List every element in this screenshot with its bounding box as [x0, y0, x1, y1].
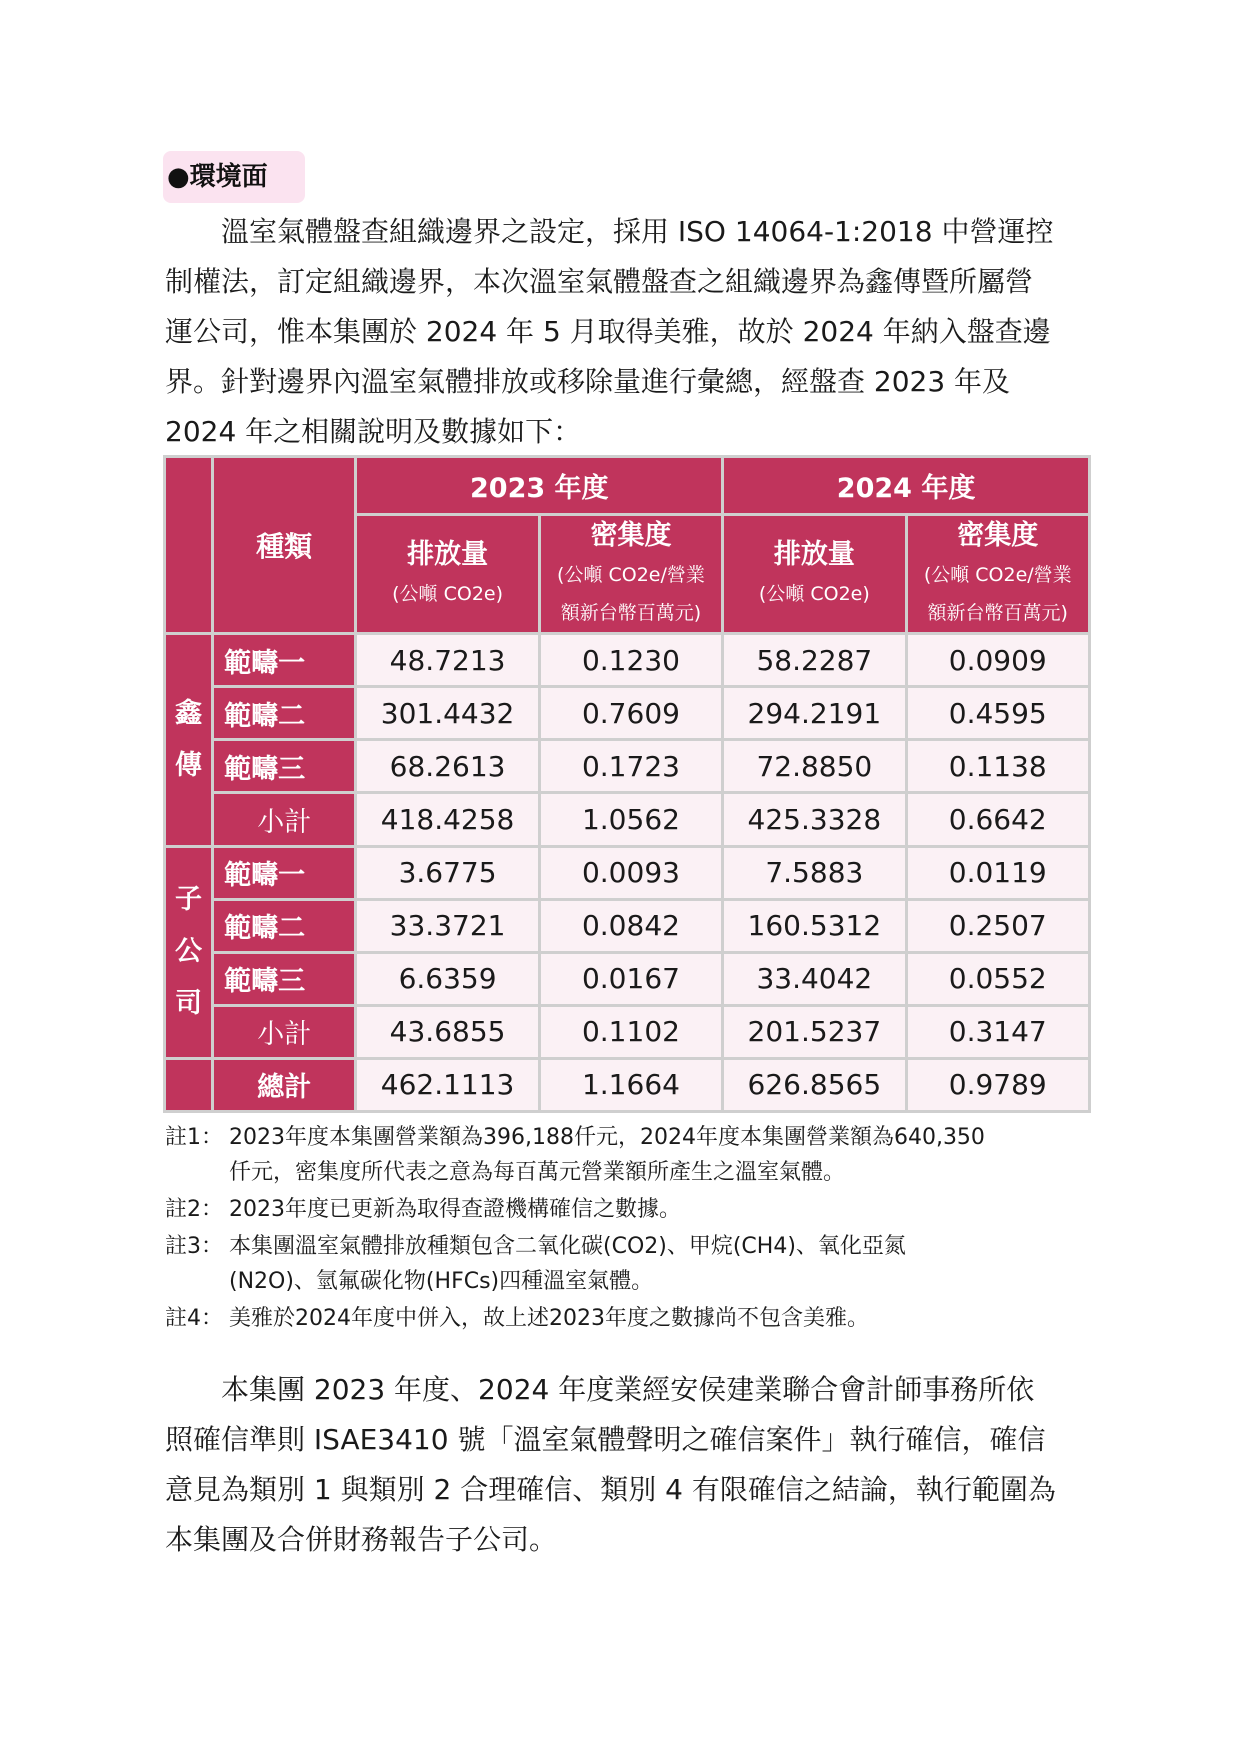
table-cell: 33.4042	[723, 952, 906, 1005]
year-header-2023: 2023 年度	[356, 457, 723, 515]
footnote-text: 2023年度已更新為取得查證機構確信之數據。	[229, 1197, 681, 1222]
closing-line: 本集團 2023 年度、2024 年度業經安侯建業聯合會計師事務所依	[221, 1373, 1035, 1406]
footnote-text: 2023年度本集團營業額為396,188仟元，2024年度本集團營業額為640,350	[229, 1125, 985, 1150]
table-cell: 0.1102	[539, 1005, 722, 1058]
emission-unit: (公噸 CO2e)	[392, 583, 504, 606]
ghg-emissions-table	[163, 455, 1091, 1113]
intensity-label: 密集度	[957, 520, 1039, 552]
table-cell: 48.7213	[356, 634, 539, 687]
table-cell: 1.0562	[539, 793, 722, 846]
emission-unit: (公噸 CO2e)	[758, 583, 870, 606]
table-cell: 0.6642	[906, 793, 1089, 846]
intro-line: 界。針對邊界內溫室氣體排放或移除量進行彙總，經盤查 2023 年及	[165, 365, 1011, 398]
group-name-char: 司	[175, 988, 203, 1020]
closing-line: 意見為類別 1 與類別 2 合理確信、類別 4 有限確信之結論，執行範圍為	[165, 1473, 1056, 1506]
total-label: 總計	[213, 1058, 356, 1111]
footnote-text: 仟元，密集度所代表之意為每百萬元營業額所產生之溫室氣體。	[229, 1160, 846, 1185]
group-label-subsidiaries	[165, 846, 213, 1058]
section-heading: ●環境面	[163, 151, 305, 203]
intensity-unit: 額新台幣百萬元)	[927, 602, 1068, 625]
table-cell: 0.0093	[539, 846, 722, 899]
table-cell: 0.1230	[539, 634, 722, 687]
table-cell: 0.0119	[906, 846, 1089, 899]
table-cell: 0.1138	[906, 740, 1089, 793]
table-cell: 0.1723	[539, 740, 722, 793]
total-corner-cell	[165, 1058, 213, 1111]
footnote	[165, 1301, 1095, 1336]
table-cell: 72.8850	[723, 740, 906, 793]
intro-line: 溫室氣體盤查組織邊界之設定，採用 ISO 14064-1:2018 中營運控	[221, 215, 1054, 248]
group-name-char: 子	[175, 884, 203, 916]
emission-label: 排放量	[407, 539, 489, 571]
closing-line: 照確信準則 ISAE3410 號「溫室氣體聲明之確信案件」執行確信，確信	[165, 1423, 1046, 1456]
table-cell: 425.3328	[723, 793, 906, 846]
subtotal-label: 小計	[213, 1005, 356, 1058]
intensity-label: 密集度	[590, 520, 672, 552]
table-cell: 3.6775	[356, 846, 539, 899]
footnote-text: (N2O)、氫氟碳化物(HFCs)四種溫室氣體。	[229, 1269, 654, 1294]
table-cell: 418.4258	[356, 793, 539, 846]
table-cell: 0.0909	[906, 634, 1089, 687]
table-cell: 0.2507	[906, 899, 1089, 952]
closing-line: 本集團及合併財務報告子公司。	[165, 1523, 558, 1556]
table-cell: 462.1113	[356, 1058, 539, 1111]
row-label: 範疇一	[213, 846, 356, 899]
footnotes	[165, 1120, 1095, 1338]
row-label: 範疇二	[213, 687, 356, 740]
intensity-unit: (公噸 CO2e/營業	[557, 564, 705, 587]
group-name-char: 公	[175, 936, 203, 968]
closing-paragraph	[165, 1365, 1080, 1565]
emission-header-2024	[723, 515, 906, 634]
table-cell: 0.0552	[906, 952, 1089, 1005]
table-cell: 68.2613	[356, 740, 539, 793]
row-label: 範疇二	[213, 899, 356, 952]
corner-header-cell	[165, 457, 213, 634]
year-header-2024: 2024 年度	[723, 457, 1090, 515]
footnote-label: 註4：	[165, 1306, 223, 1331]
row-label: 範疇三	[213, 740, 356, 793]
table-cell: 1.1664	[539, 1058, 722, 1111]
footnote-label: 註1：	[165, 1125, 223, 1150]
footnote	[165, 1192, 1095, 1227]
table-cell: 6.6359	[356, 952, 539, 1005]
table-cell: 0.4595	[906, 687, 1089, 740]
intensity-unit: 額新台幣百萬元)	[560, 602, 702, 625]
footnote-label: 註2：	[165, 1197, 223, 1222]
intensity-unit: (公噸 CO2e/營業	[923, 564, 1072, 587]
group-name-char: 傳	[175, 749, 203, 781]
table-cell: 0.9789	[906, 1058, 1089, 1111]
intro-paragraph	[165, 207, 1080, 457]
footnote	[165, 1229, 1095, 1299]
table-cell: 43.6855	[356, 1005, 539, 1058]
intro-line: 運公司，惟本集團於 2024 年 5 月取得美雅，故於 2024 年納入盤查邊	[165, 315, 1051, 348]
table-cell: 294.2191	[723, 687, 906, 740]
row-label: 範疇一	[213, 634, 356, 687]
footnote-text: 本集團溫室氣體排放種類包含二氧化碳(CO2)、甲烷(CH4)、氧化亞氮	[229, 1234, 906, 1259]
footnote-label: 註3：	[165, 1234, 223, 1259]
footnote	[165, 1120, 1095, 1190]
emission-header-2023	[356, 515, 539, 634]
table-cell: 160.5312	[723, 899, 906, 952]
subtotal-label: 小計	[213, 793, 356, 846]
intro-line: 制權法，訂定組織邊界，本次溫室氣體盤查之組織邊界為鑫傳暨所屬營	[165, 265, 1034, 298]
category-header: 種類	[213, 457, 356, 634]
row-label: 範疇三	[213, 952, 356, 1005]
table-cell: 58.2287	[723, 634, 906, 687]
table-cell: 0.0167	[539, 952, 722, 1005]
table-cell: 201.5237	[723, 1005, 906, 1058]
table-cell: 33.3721	[356, 899, 539, 952]
intro-line: 2024 年之相關說明及數據如下：	[165, 415, 582, 448]
table-cell: 0.3147	[906, 1005, 1089, 1058]
table-cell: 0.0842	[539, 899, 722, 952]
table-cell: 7.5883	[723, 846, 906, 899]
intensity-header-2023	[539, 515, 722, 634]
emission-label: 排放量	[773, 539, 855, 571]
group-name-char: 鑫	[175, 697, 203, 729]
group-label-xinchuan	[165, 634, 213, 846]
table-cell: 626.8565	[723, 1058, 906, 1111]
footnote-text: 美雅於2024年度中併入，故上述2023年度之數據尚不包含美雅。	[229, 1306, 869, 1331]
table-cell: 0.7609	[539, 687, 722, 740]
table-cell: 301.4432	[356, 687, 539, 740]
intensity-header-2024	[906, 515, 1089, 634]
